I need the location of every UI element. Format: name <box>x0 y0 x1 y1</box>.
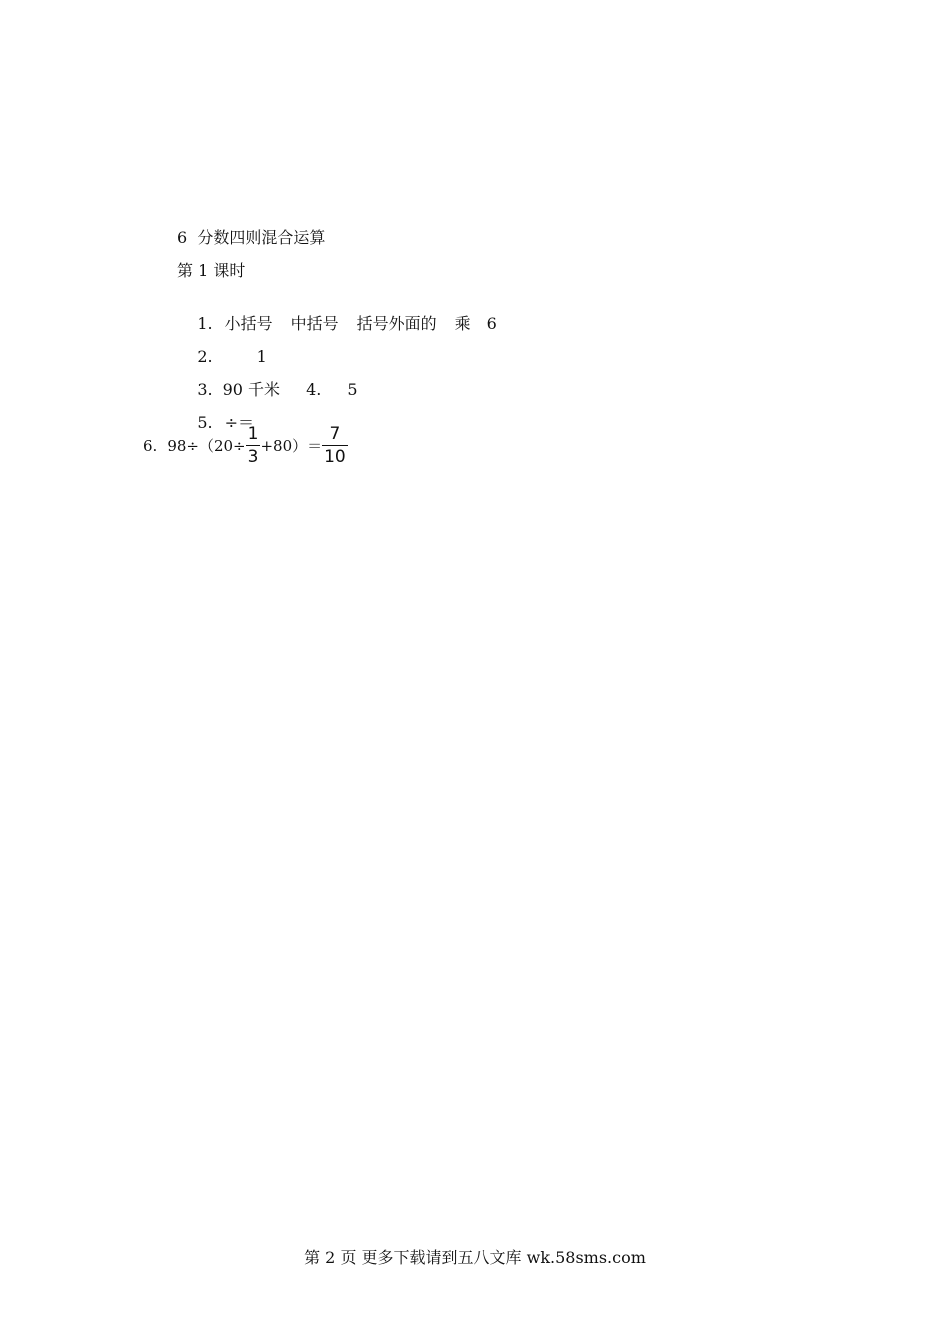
fraction-2-bar <box>322 445 348 446</box>
fraction-1-denominator: 3 <box>247 447 259 467</box>
page-footer: 第 2 页 更多下载请到五八文库 wk.58sms.com <box>304 1248 646 1267</box>
answer-1-part-c: 括号外面的 <box>356 314 437 333</box>
fraction-1-bar <box>246 445 261 446</box>
answer-5-number: 5. <box>197 413 213 432</box>
answer-6 <box>143 424 348 467</box>
answer-5-value: ÷＝ <box>224 413 255 432</box>
answer-2-number: 2. <box>197 347 213 366</box>
answer-3-value: 90 千米 <box>222 380 281 399</box>
answer-2-value: 1 <box>256 347 267 366</box>
answer-1-part-a: 小括号 <box>224 314 273 333</box>
section-heading: 6 分数四则混合运算 <box>177 228 326 247</box>
answer-6-number: 6. <box>143 436 158 455</box>
answer-6-expression-start: 98÷（20÷ <box>167 437 246 455</box>
fraction-2-numerator: 7 <box>329 424 341 444</box>
answer-1-part-e: 6 <box>486 314 497 333</box>
answer-6-expression-middle: +80）＝ <box>260 437 323 455</box>
fraction-2-denominator: 10 <box>324 447 346 467</box>
lesson-title: 第 1 课时 <box>177 261 246 280</box>
answer-1-number: 1. <box>197 314 213 333</box>
fraction-1-numerator: 1 <box>247 424 259 444</box>
fraction-one-third <box>246 424 261 467</box>
fraction-seven-tenths <box>322 424 348 467</box>
answer-1-part-d: 乘 <box>454 314 471 333</box>
answer-3-number: 3. <box>197 380 213 399</box>
answer-1-part-b: 中括号 <box>290 314 339 333</box>
answer-4-value: 5 <box>347 380 358 399</box>
answer-4-number: 4. <box>306 380 322 399</box>
